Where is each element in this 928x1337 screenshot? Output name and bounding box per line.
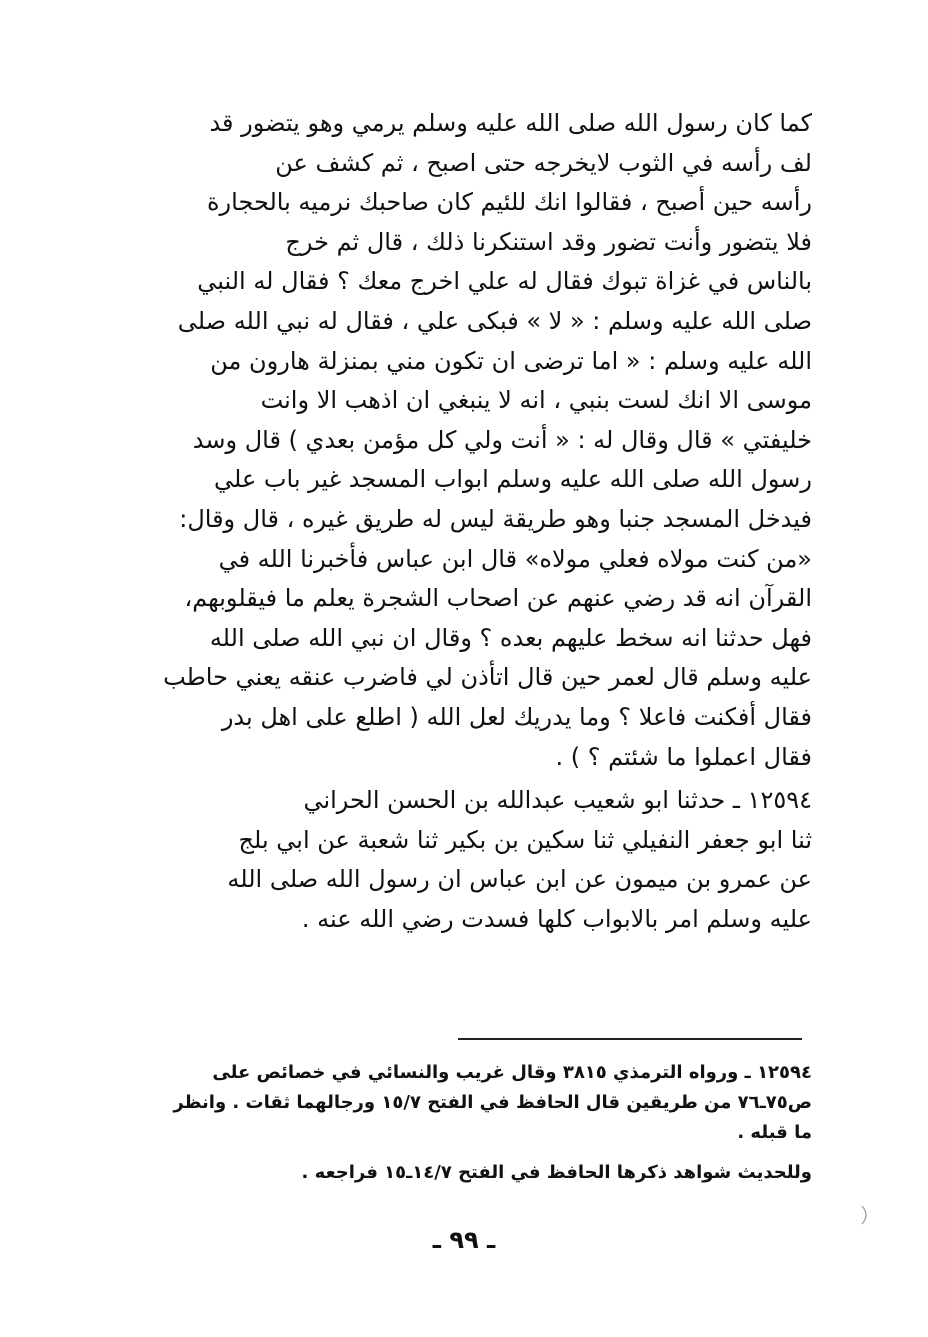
hadith-number-line: ١٢٥٩٤ ـ حدثنا ابو شعيب عبدالله بن الحسن الحراني [303, 786, 812, 815]
text-line: كما كان رسول الله صلى الله عليه وسلم يرمي وهو يتضور قد [209, 109, 812, 137]
text-line: عليه وسلم قال لعمر حين قال اتأذن لي فاضرب عنقه يعني حاطب [163, 663, 812, 692]
text-line: فلا يتضور وأنت تضور وقد استنكرنا ذلك ، قال ثم خرج [285, 227, 812, 256]
text-line: القرآن انه قد رضي عنهم عن اصحاب الشجرة يعلم ما فيقلوبهم، [184, 584, 812, 613]
text-line: ثنا ابو جعفر النفيلي ثنا سكين بن بكير ثنا شعبة عن ابي بلج [238, 825, 812, 854]
text-line: صلى الله عليه وسلم : « لا » فبكى علي ، فقال له نبي الله صلى [177, 306, 812, 335]
text-line: بالناس في غزاة تبوك فقال له علي اخرج معك ؟ فقال له النبي [197, 267, 812, 296]
text-line: خليفتي » قال وقال له : « أنت ولي كل مؤمن بعدي ) قال وسد [192, 425, 812, 454]
text-line: الله عليه وسلم : « اما ترضى ان تكون مني بمنزلة هارون من [210, 346, 812, 375]
footnote-divider [458, 1038, 802, 1040]
page-number: ـ ٩٩ ـ [432, 1226, 496, 1254]
text-line: فيدخل المسجد جنبا وهو طريقة ليس له طريق غيره ، قال وقال: [179, 504, 812, 533]
footnote-line: ١٢٥٩٤ ـ ورواه الترمذي ٣٨١٥ وقال غريب والنسائي في خصائص على [212, 1062, 812, 1083]
text-line: موسى الا انك لست بنبي ، انه لا ينبغي ان اذهب الا وانت [260, 386, 812, 415]
footnote-note: وللحديث شواهد ذكرها الحافظ في الفتح ١٤/٧ـ١٥ فراجعه . [301, 1162, 812, 1183]
text-line: فهل حدثنا انه سخط عليهم بعده ؟ وقال ان نبي الله صلى الله [209, 623, 812, 652]
footnotes [96, 1058, 812, 1188]
text-line: عليه وسلم امر بالابواب كلها فسدت رضي الله عنه . [301, 904, 812, 933]
margin-mark-icon [858, 1204, 872, 1226]
text-line: فقال اعملوا ما شئتم ؟ ) . [555, 742, 812, 771]
text-line: فقال أفكنت فاعلا ؟ وما يدريك لعل الله ( اطلع على اهل بدر [221, 702, 812, 731]
text-line: رأسه حين أصبح ، فقالوا انك للئيم كان صاحبك نرميه بالحجارة [206, 188, 812, 217]
text-line: عن عمرو بن ميمون عن ابن عباس ان رسول الله صلى الله [227, 865, 812, 894]
text-line: لف رأسه في الثوب لايخرجه حتى اصبح ، ثم كشف عن [275, 148, 812, 177]
main-text-body [96, 104, 812, 939]
text-line: «من كنت مولاه فعلي مولاه» قال ابن عباس فأخبرنا الله في [218, 544, 812, 573]
footnote-line: ص٧٥ـ٧٦ من طريقين قال الحافظ في الفتح ١٥/٧ ورجالهما ثقات . وانظر [173, 1092, 812, 1113]
text-line: رسول الله صلى الله عليه وسلم ابواب المسجد غير باب علي [214, 465, 812, 494]
footnote-line: ما قبله . [737, 1122, 812, 1143]
